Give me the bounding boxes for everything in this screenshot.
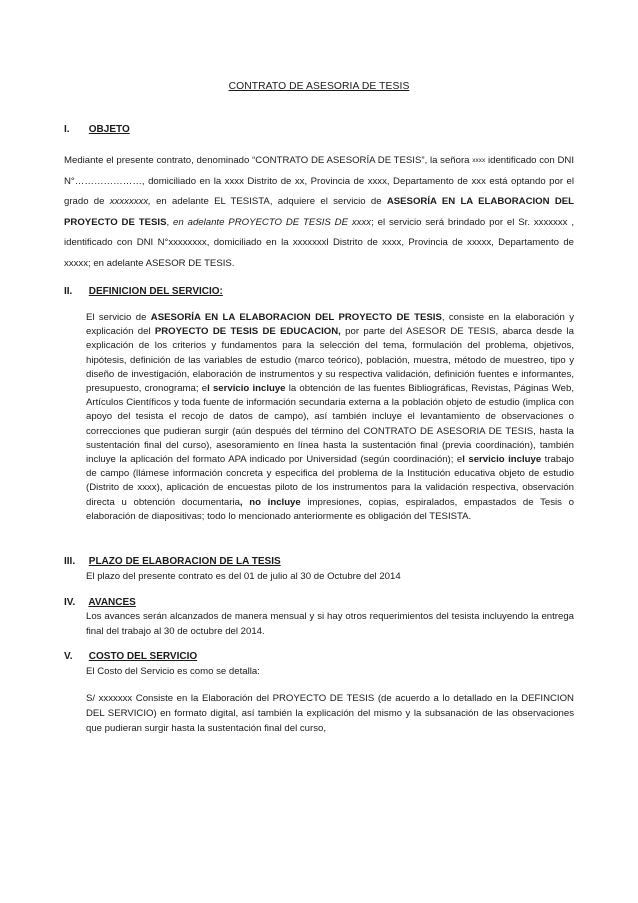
text-run: trabajo de campo (llámese información concreta y especifica del problema de la Institución educativa objeto de estudio (Distrito de xxxx), aplicación de encuestas piloto de los instrumentos para la validación respectiva, observación directa u obtención documentaria [86, 454, 575, 508]
section-label: COSTO DEL SERVICIO [88, 651, 198, 662]
definicion-paragraph [86, 311, 574, 524]
text-run: El servicio de [86, 312, 151, 323]
text-run: identificado con DNI N°…………………, domiciliado en la xxxx Distrito de xx, Provincia de xxxx, Departamento de xxx está optando por el grado de [64, 155, 574, 207]
avances-paragraph: Los avances serán alcanzados de manera mensual y si hay otros requerimientos del tesista incluyendo la entrega final del trabajo al 30 de octubre del 2014. [86, 611, 574, 637]
section-label: PLAZO DE ELABORACION DE LA TESIS [88, 556, 281, 567]
section-number: V. [64, 651, 73, 662]
costo-detail: S/ xxxxxxx Consiste en la Elaboración del PROYECTO DE TESIS (de acuerdo a lo detallado en la DEFINCION DEL SERVICIO) en formato digital, así también la explicación del mismo y la subsanación de las observaciones que pudieran surgir hasta la sustentación final del curso, [86, 693, 574, 734]
section-plazo-heading [64, 556, 281, 567]
text-run: en adelante EL TESISTA, adquiere el servicio de [150, 196, 387, 207]
objeto-paragraph [64, 151, 574, 274]
text-run: , no incluye [239, 496, 301, 508]
text-run: xxxxxxxx, [109, 196, 151, 207]
text-run: ASESORÍA EN LA ELABORACION DEL PROYECTO DE TESIS [64, 196, 575, 228]
text-run: , consiste en la elaboración y explicación del [86, 312, 574, 338]
text-run: ; el servicio será brindado por el Sr. xxxxxxx , identificado con DNI N°xxxxxxxx, domiciliado en la xxxxxxxl Distrito de xxxx, Provincia de xxxxx, Departamento de xxxxx; en adelante ASESOR DE TESIS. [64, 216, 574, 269]
text-run: por parte del ASESOR DE TESIS, abarca desde la explicación de los criterios y fundamentos para la selección del tema, formulación del problema, objetivos, hipótesis, definición de las variables de estudio (marco teórico), población, muestra, método de muestreo, tipo y diseño de investigación, elaboración de instrumentos y su respectiva validación, definición fuentes e informantes, presupuesto, cronograma; e [86, 326, 574, 395]
text-run: impresiones, copias, espiralados, empastados de Tesis o elaboración de diapositivas; todo lo mencionado anteriormente es obligación del TESISTA. [86, 496, 574, 522]
text-run: ASESORÍA EN LA ELABORACION DEL PROYECTO DE TESIS [150, 312, 442, 323]
section-label: AVANCES [88, 597, 136, 608]
section-label: OBJETO [88, 124, 130, 135]
section-label: DEFINICION DEL SERVICIO: [88, 286, 223, 297]
section-avances-heading [64, 597, 136, 608]
text-run: PROYECTO DE TESIS DE EDUCACION, [154, 326, 341, 338]
plazo-paragraph: El plazo del presente contrato es del 01 de julio al 30 de Octubre del 2014 [86, 571, 401, 582]
text-run: , [166, 216, 174, 228]
text-run: en adelante PROYECTO DE TESIS DE xxxx [173, 216, 372, 228]
text-run: Mediante el presente contrato, denominado “CONTRATO DE ASESORÍA DE TESIS”, la señora [64, 155, 473, 166]
section-number: IV. [64, 597, 76, 608]
section-objeto-heading [64, 124, 130, 135]
section-number: I. [64, 124, 70, 135]
section-definicion-heading [64, 286, 223, 297]
text-run: la obtención de las fuentes Bibliográficas, Revistas, Páginas Web, Artículos Científicos y toda fuente de información secundaria externa a la población objeto de estudio (implica con apoyo del tesista el recojo de datos de campo), así también incluye el levantamiento de observaciones o correcciones que pudieran surgir (aún después del término del CONTRATO DE ASESORIA DE TESIS, hasta la sustentación final del curso), asesoramiento en línea hasta la sustentación final (previa coordinación), también incluye la aplicación del formato APA indicado por Universidad (según coordinación); e [86, 383, 574, 466]
section-costo-heading [64, 651, 197, 662]
text-run: l servicio incluye [207, 383, 286, 395]
text-run: xxxx [472, 157, 486, 164]
text-run: l servicio incluye [462, 454, 542, 466]
costo-intro: El Costo del Servicio es como se detalla: [86, 666, 260, 677]
section-number: III. [64, 556, 76, 567]
document-title: CONTRATO DE ASESORIA DE TESIS [228, 81, 410, 92]
section-number: II. [64, 286, 73, 297]
